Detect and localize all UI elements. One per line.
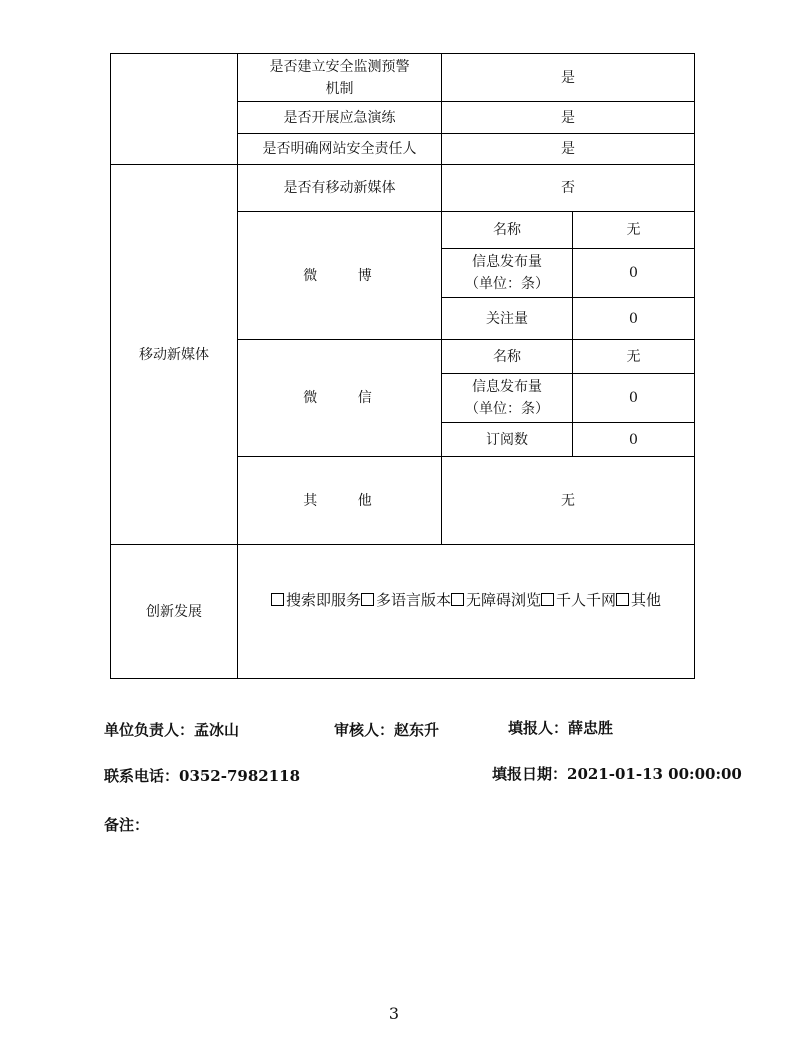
fill-date: 填报日期：2021-01-13 00:00:00 xyxy=(492,765,742,783)
innovation-options xyxy=(238,545,695,679)
wechat-label: 微 信 xyxy=(238,340,442,457)
checkbox-icon[interactable] xyxy=(541,593,554,606)
remarks-label: 备注： xyxy=(104,816,150,834)
warning-mechanism-label: 是否建立安全监测预警机制 xyxy=(238,54,442,102)
wechat-subscribe-value: 0 xyxy=(573,423,695,457)
has-mobile-media-label: 是否有移动新媒体 xyxy=(238,165,442,212)
weibo-posts-value: 0 xyxy=(573,249,695,298)
wechat-posts-label-line2: （单位：条） xyxy=(465,401,549,417)
weibo-posts-label-line1: 信息发布量 xyxy=(472,254,542,270)
weibo-label: 微 博 xyxy=(238,212,442,340)
wechat-name-value: 无 xyxy=(573,340,695,374)
innovation-section-label: 创新发展 xyxy=(111,545,238,679)
wechat-posts-label xyxy=(442,374,573,423)
security-section-cell xyxy=(111,54,238,165)
warning-mechanism-value: 是 xyxy=(442,54,695,102)
weibo-name-value: 无 xyxy=(573,212,695,249)
wechat-subscribe-label: 订阅数 xyxy=(442,423,573,457)
has-mobile-media-value: 否 xyxy=(442,165,695,212)
unit-head: 单位负责人：孟冰山 xyxy=(104,721,240,739)
weibo-follow-label: 关注量 xyxy=(442,298,573,340)
innovation-option[interactable]: 其他 xyxy=(616,591,661,609)
page-number: 3 xyxy=(388,1004,400,1023)
innovation-option[interactable]: 千人千网 xyxy=(541,591,616,609)
weibo-posts-label-line2: （单位：条） xyxy=(465,276,549,292)
reviewer: 审核人：赵东升 xyxy=(334,721,440,739)
filler: 填报人：薛忠胜 xyxy=(508,719,614,737)
other-media-label: 其 他 xyxy=(238,457,442,545)
new-media-section-label: 移动新媒体 xyxy=(111,165,238,545)
innovation-option[interactable]: 无障碍浏览 xyxy=(451,591,541,609)
wechat-posts-label-line1: 信息发布量 xyxy=(472,379,542,395)
innovation-option[interactable]: 多语言版本 xyxy=(361,591,451,609)
checkbox-icon[interactable] xyxy=(271,593,284,606)
weibo-follow-value: 0 xyxy=(573,298,695,340)
wechat-name-label: 名称 xyxy=(442,340,573,374)
emergency-drill-value: 是 xyxy=(442,102,695,134)
checkbox-icon[interactable] xyxy=(616,593,629,606)
responsible-person-label: 是否明确网站安全责任人 xyxy=(238,134,442,165)
responsible-person-value: 是 xyxy=(442,134,695,165)
contact-phone: 联系电话：0352-7982118 xyxy=(104,767,301,785)
checkbox-icon[interactable] xyxy=(361,593,374,606)
table-row xyxy=(111,54,695,102)
checkbox-icon[interactable] xyxy=(451,593,464,606)
table-row xyxy=(111,165,695,212)
emergency-drill-label: 是否开展应急演练 xyxy=(238,102,442,134)
report-table xyxy=(110,53,695,679)
innovation-option[interactable]: 搜索即服务 xyxy=(271,591,361,609)
table-row xyxy=(111,545,695,679)
weibo-name-label: 名称 xyxy=(442,212,573,249)
wechat-posts-value: 0 xyxy=(573,374,695,423)
weibo-posts-label xyxy=(442,249,573,298)
other-media-value: 无 xyxy=(442,457,695,545)
